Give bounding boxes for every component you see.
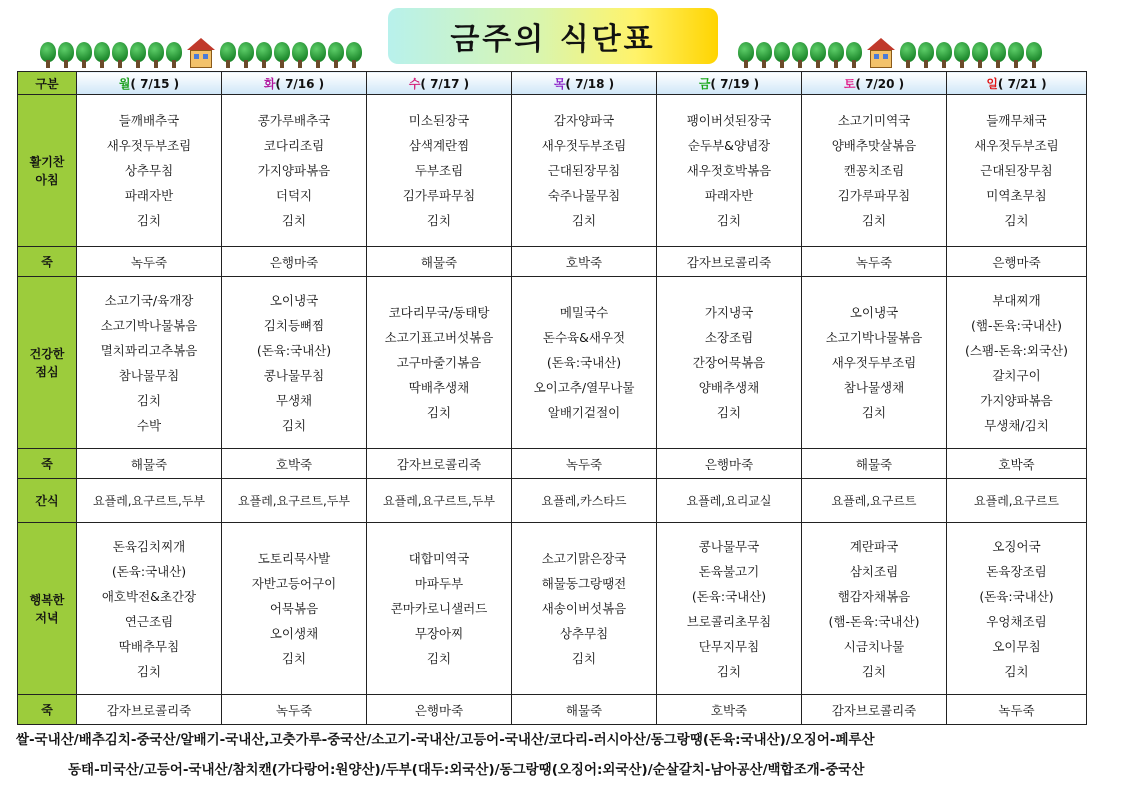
category-label: 건강한 점심 [18, 277, 77, 449]
category-label: 간식 [18, 479, 77, 523]
tree-icon [310, 42, 326, 68]
category-label: 죽 [18, 247, 77, 277]
day-header [802, 72, 947, 95]
tree-icon [972, 42, 988, 68]
menu-item: 근대된장무침 [980, 163, 1053, 178]
menu-item: 콩나물무침 [263, 367, 325, 383]
menu-item: 가지냉국 [704, 305, 754, 320]
tree-icon [990, 42, 1006, 68]
menu-item: 미역초무침 [986, 188, 1047, 203]
menu-item: 양배추생채 [698, 380, 760, 395]
menu-item: 새송이버섯볶음 [541, 601, 627, 616]
menu-item: 오이무침 [992, 638, 1041, 654]
tree-icon [1008, 42, 1024, 68]
day-date: ( 7/21 ) [997, 76, 1047, 91]
menu-item: 김치 [136, 392, 162, 408]
porridge-cell: 은행마죽 [947, 247, 1087, 277]
origin-line: 쌀-국내산/배추김치-중국산/알배기-국내산,고춧가루-중국산/소고기-국내산/고등어-국내산/코다리-러시아산/동그랑땡(돈육:국내산)/오징어-페루산 [16, 732, 875, 748]
porridge-cell: 녹두죽 [802, 247, 947, 277]
tree-icon [828, 42, 844, 68]
tree-icon [166, 42, 182, 68]
tree-icon [810, 42, 826, 68]
menu-cell [77, 95, 222, 247]
menu-cell [77, 523, 222, 695]
day-date: ( 7/19 ) [710, 76, 760, 91]
porridge-cell: 해물죽 [77, 449, 222, 479]
breakfast-row [18, 95, 1087, 247]
tree-icon [58, 42, 74, 68]
tree-icon [900, 42, 916, 68]
menu-item: 오이고추/열무나물 [533, 380, 635, 395]
day-date: ( 7/20 ) [855, 76, 905, 91]
menu-item: 미소된장국 [408, 113, 470, 128]
tree-icon [148, 42, 164, 68]
day-date: ( 7/16 ) [275, 76, 325, 91]
menu-item: 가지양파볶음 [980, 392, 1053, 408]
menu-cell [657, 277, 802, 449]
menu-item: 숙주나물무침 [547, 188, 621, 203]
menu-item: (스팸-돈육:외국산) [964, 342, 1068, 358]
menu-item: 김치 [861, 663, 887, 679]
menu-item: 김치 [136, 663, 162, 679]
menu-item: 김치 [426, 651, 452, 666]
menu-item: 간장어묵볶음 [692, 355, 766, 370]
menu-item: (돈육:국내산) [979, 588, 1054, 604]
category-label: 행복한 저녁 [18, 523, 77, 695]
tree-icon [738, 42, 754, 68]
house-icon [867, 38, 895, 68]
snack-cell: 요플레,요리교실 [657, 479, 802, 523]
menu-cell [802, 95, 947, 247]
tree-icon [130, 42, 146, 68]
day-header [947, 72, 1087, 95]
menu-item: 오이생채 [269, 626, 319, 641]
menu-cell [802, 523, 947, 695]
menu-item: 순두부&양념장 [687, 138, 771, 153]
menu-item: 브로콜리초무침 [686, 613, 772, 629]
menu-item: 시금치나물 [843, 638, 905, 654]
menu-cell [367, 277, 512, 449]
menu-item: 두부조림 [414, 163, 464, 178]
tree-icon [936, 42, 952, 68]
menu-item: 김치 [861, 213, 887, 228]
menu-item: 양배추맛살볶음 [831, 138, 917, 153]
menu-item: 우엉채조림 [986, 613, 1047, 629]
menu-cell [367, 95, 512, 247]
menu-item: 캔꽁치조림 [843, 163, 905, 178]
menu-cell [367, 523, 512, 695]
menu-item: 새우젓두부조림 [541, 138, 627, 153]
porridge-cell: 은행마죽 [367, 695, 512, 725]
menu-item: 코다리조림 [263, 138, 325, 153]
menu-item: (햄-돈육:국내산) [828, 613, 920, 629]
menu-item: 들깨무채국 [986, 113, 1047, 128]
menu-item: 돈육김치찌개 [112, 538, 186, 554]
snack-cell: 요플레,요구르트,두부 [77, 479, 222, 523]
menu-cell [947, 523, 1087, 695]
menu-item: 콘마카로니샐러드 [390, 601, 488, 616]
menu-cell [222, 95, 367, 247]
porridge1-row [18, 247, 1087, 277]
day-name: 월 [118, 76, 131, 91]
day-date: ( 7/15 ) [130, 76, 180, 91]
porridge-cell: 녹두죽 [222, 695, 367, 725]
menu-cell [77, 277, 222, 449]
day-name: 토 [843, 76, 856, 91]
menu-item: 멸치꽈리고추볶음 [100, 342, 198, 358]
menu-item: 김가루파무침 [837, 188, 911, 203]
menu-item: 소고기국/육개장 [104, 292, 194, 308]
menu-item: 김치 [136, 213, 162, 228]
menu-item: 김치 [861, 405, 887, 420]
menu-item: 팽이버섯된장국 [686, 113, 772, 128]
menu-item: 무장아찌 [414, 626, 464, 641]
menu-item: 소고기박나물볶음 [100, 317, 198, 333]
decoration-right [738, 38, 1042, 68]
meal-table [17, 71, 1087, 725]
porridge-cell: 감자브로콜리죽 [367, 449, 512, 479]
menu-item: 파래자반 [704, 188, 754, 203]
menu-item: 해물동그랑땡전 [541, 576, 627, 591]
menu-item: (돈육:국내산) [256, 342, 332, 358]
porridge-cell: 녹두죽 [947, 695, 1087, 725]
menu-item: 김치 [1004, 213, 1029, 228]
menu-item: 소장조림 [704, 330, 754, 345]
menu-item: 대합미역국 [408, 551, 470, 566]
menu-item: 상추무침 [124, 163, 174, 178]
menu-item: 김치 [281, 651, 307, 666]
day-date: ( 7/18 ) [565, 76, 615, 91]
tree-icon [40, 42, 56, 68]
menu-cell [222, 277, 367, 449]
menu-item: (돈육:국내산) [546, 355, 622, 370]
menu-item: 고구마줄기볶음 [396, 355, 482, 370]
menu-cell [512, 523, 657, 695]
origin-line: 동태-미국산/고등어-국내산/참치캔(가다랑어:원양산)/두부(대두:외국산)/동그랑땡(오징어:외국산)/순살갈치-남아공산/백합조개-중국산 [68, 762, 865, 778]
title-banner [388, 8, 718, 64]
lunch-row [18, 277, 1087, 449]
menu-item: 상추무침 [559, 626, 609, 641]
tree-icon [1026, 42, 1042, 68]
menu-item: 콩나물무국 [698, 538, 760, 554]
snack-cell: 요플레,카스타드 [512, 479, 657, 523]
day-date: ( 7/17 ) [420, 76, 470, 91]
menu-item: 소고기표고버섯볶음 [384, 330, 494, 345]
menu-item: 감자양파국 [553, 113, 615, 128]
menu-item: 돈육장조림 [986, 563, 1047, 579]
day-name: 수 [408, 76, 421, 91]
day-header [77, 72, 222, 95]
snack-cell: 요플레,요구르트,두부 [222, 479, 367, 523]
menu-cell [222, 523, 367, 695]
menu-item: 김치 [716, 663, 742, 679]
menu-item: 소고기박나물볶음 [825, 330, 923, 345]
menu-cell [657, 523, 802, 695]
menu-item: 메밀국수 [559, 305, 609, 320]
menu-item: 단무지무침 [698, 638, 760, 654]
day-header [367, 72, 512, 95]
tree-icon [774, 42, 790, 68]
menu-item: 참나물생채 [843, 380, 905, 395]
porridge-cell: 은행마죽 [222, 247, 367, 277]
menu-item: 김치 [281, 213, 307, 228]
dinner-row [18, 523, 1087, 695]
day-name: 일 [986, 76, 998, 91]
menu-item: 마파두부 [414, 576, 464, 591]
page-title: 금주의 식단표 [388, 8, 718, 64]
tree-icon [94, 42, 110, 68]
menu-item: 연근조림 [124, 613, 174, 629]
house-icon [187, 38, 215, 68]
day-name: 화 [263, 76, 276, 91]
menu-item: 김치 [571, 651, 597, 666]
menu-item: 부대찌개 [992, 292, 1041, 308]
category-label: 죽 [18, 449, 77, 479]
menu-item: 오징어국 [992, 538, 1041, 554]
menu-cell [947, 95, 1087, 247]
menu-item: 알배기겉절이 [547, 405, 621, 420]
menu-item: 계란파국 [849, 538, 899, 554]
menu-item: 김치 [281, 417, 307, 433]
porridge-cell: 감자브로콜리죽 [802, 695, 947, 725]
porridge-cell: 호박죽 [657, 695, 802, 725]
menu-item: 콩가루배추국 [257, 113, 331, 128]
porridge3-row [18, 695, 1087, 725]
menu-item: 소고기미역국 [837, 113, 911, 128]
menu-item: 돈수육&새우젓 [542, 330, 626, 345]
menu-item: 들깨배추국 [118, 113, 180, 128]
menu-item: 무생채/김치 [984, 417, 1049, 433]
menu-item: 삼색계란찜 [408, 138, 470, 153]
porridge-cell: 은행마죽 [657, 449, 802, 479]
porridge-cell: 호박죽 [512, 247, 657, 277]
porridge-cell: 해물죽 [802, 449, 947, 479]
menu-item: 김치 [426, 213, 452, 228]
menu-item: 새우젓두부조림 [106, 138, 192, 153]
category-label: 활기찬 아침 [18, 95, 77, 247]
tree-icon [256, 42, 272, 68]
tree-icon [756, 42, 772, 68]
header-row [18, 72, 1087, 95]
menu-item: (햄-돈육:국내산) [971, 317, 1062, 333]
tree-icon [292, 42, 308, 68]
porridge-cell: 호박죽 [222, 449, 367, 479]
menu-cell [947, 277, 1087, 449]
menu-item: 김치등뼈찜 [263, 317, 325, 333]
tree-icon [238, 42, 254, 68]
category-header: 구분 [18, 72, 77, 95]
tree-icon [346, 42, 362, 68]
menu-item: 돈육불고기 [698, 563, 760, 579]
menu-item: 수박 [136, 417, 162, 433]
menu-cell [512, 95, 657, 247]
menu-item: 딱배추생채 [408, 380, 470, 395]
day-header [657, 72, 802, 95]
menu-item: 애호박전&초간장 [101, 588, 197, 604]
menu-item: 가지양파볶음 [257, 163, 331, 178]
menu-item: 자반고등어구이 [251, 576, 337, 591]
porridge-cell: 감자브로콜리죽 [657, 247, 802, 277]
menu-item: 김치 [571, 213, 597, 228]
menu-item: (돈육:국내산) [111, 563, 187, 579]
tree-icon [112, 42, 128, 68]
tree-icon [792, 42, 808, 68]
snack-cell: 요플레,요구르트,두부 [367, 479, 512, 523]
snack-row [18, 479, 1087, 523]
menu-cell [512, 277, 657, 449]
tree-icon [328, 42, 344, 68]
porridge-cell: 녹두죽 [77, 247, 222, 277]
menu-item: 근대된장무침 [547, 163, 621, 178]
porridge-cell: 해물죽 [512, 695, 657, 725]
menu-item: 어묵볶음 [269, 601, 319, 616]
tree-icon [918, 42, 934, 68]
tree-icon [846, 42, 862, 68]
tree-icon [220, 42, 236, 68]
menu-item: 김치 [716, 405, 742, 420]
menu-item: 오이냉국 [849, 305, 899, 320]
menu-item: 새우젓두부조림 [974, 138, 1059, 153]
menu-item: 더덕지 [275, 188, 313, 203]
menu-item: 김가루파무침 [402, 188, 476, 203]
menu-item: 삼치조림 [849, 563, 899, 579]
decoration-left [40, 38, 362, 68]
tree-icon [954, 42, 970, 68]
menu-item: 갈치구이 [992, 367, 1041, 383]
menu-item: (돈육:국내산) [691, 588, 767, 604]
menu-item: 오이냉국 [269, 292, 319, 308]
menu-item: 코다리무국/동태탕 [388, 305, 490, 320]
menu-cell [657, 95, 802, 247]
menu-item: 참나물무침 [118, 367, 180, 383]
menu-item: 김치 [716, 213, 742, 228]
snack-cell: 요플레,요구르트 [802, 479, 947, 523]
menu-item: 햄감자채볶음 [837, 588, 911, 604]
menu-item: 새우젓호박볶음 [686, 163, 772, 178]
tree-icon [76, 42, 92, 68]
day-header [512, 72, 657, 95]
day-name: 목 [553, 76, 566, 91]
porridge-cell: 녹두죽 [512, 449, 657, 479]
day-name: 금 [698, 76, 711, 91]
day-header [222, 72, 367, 95]
porridge-cell: 해물죽 [367, 247, 512, 277]
menu-item: 도토리묵사발 [257, 551, 331, 566]
menu-item: 새우젓두부조림 [831, 355, 917, 370]
porridge2-row [18, 449, 1087, 479]
menu-cell [802, 277, 947, 449]
snack-cell: 요플레,요구르트 [947, 479, 1087, 523]
porridge-cell: 호박죽 [947, 449, 1087, 479]
menu-item: 소고기맑은장국 [541, 551, 627, 566]
menu-item: 딱배추무침 [118, 638, 180, 654]
category-label: 죽 [18, 695, 77, 725]
menu-item: 김치 [426, 405, 452, 420]
porridge-cell: 감자브로콜리죽 [77, 695, 222, 725]
tree-icon [274, 42, 290, 68]
menu-item: 김치 [1004, 663, 1029, 679]
menu-item: 파래자반 [124, 188, 174, 203]
menu-item: 무생채 [275, 392, 313, 408]
